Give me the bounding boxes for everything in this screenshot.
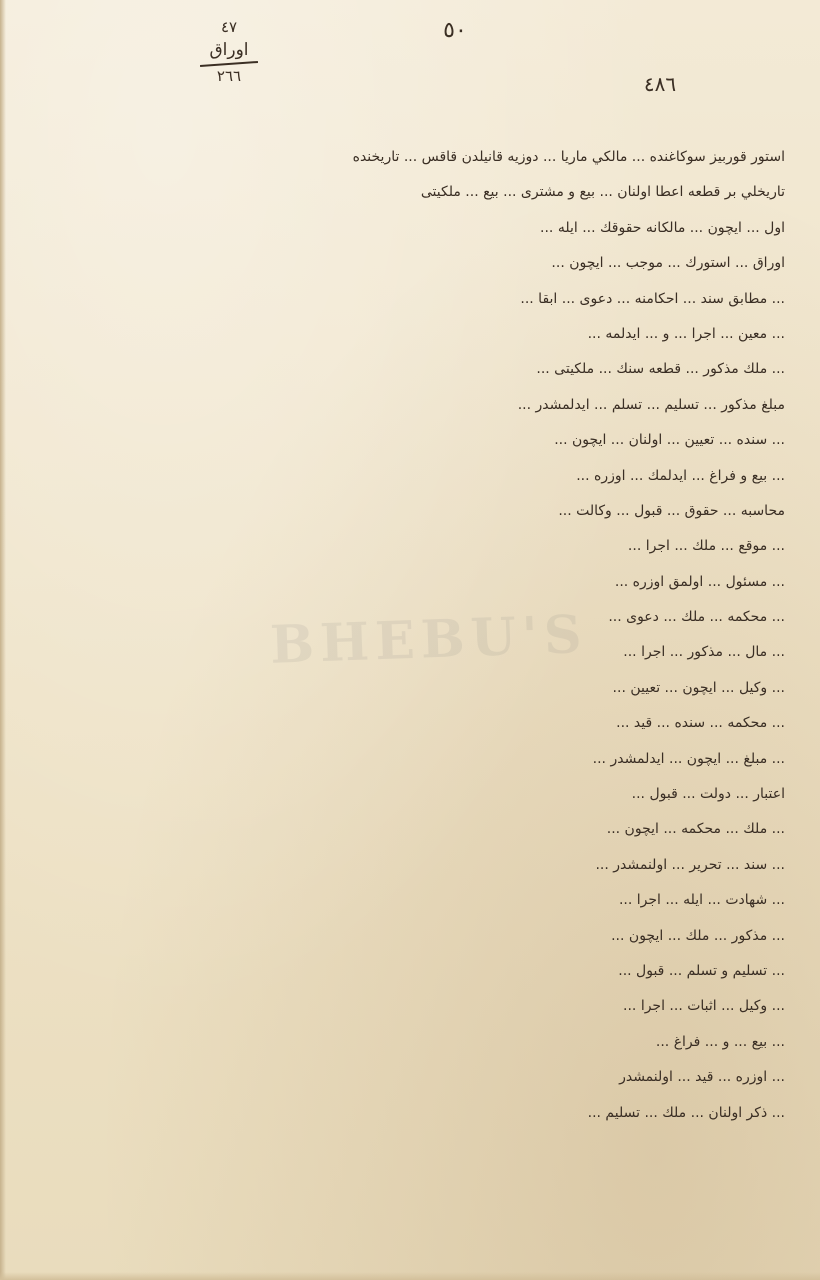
manuscript-line: اوراق ... استورك ... موجب ... ايچون ... <box>551 255 785 272</box>
archive-stamp <box>200 18 258 90</box>
manuscript-line: ... شهادت ... ايله ... اجرا ... <box>618 892 785 909</box>
manuscript-line: ... مطابق سند ... احكامنه ... دعوى ... ابقا ... <box>520 290 785 307</box>
manuscript-line: استور قوربيز سوكاغنده ... مالكي ماريا ... دوزيه قانيلدن قاقس ... تاريخنده <box>352 149 785 165</box>
manuscript-line: ... وكيل ... ايچون ... تعيين ... <box>612 679 785 696</box>
document-number: ٤٨٦ <box>643 72 677 96</box>
paper-edge-bottom <box>0 1272 820 1280</box>
manuscript-line: ... مال ... مذكور ... اجرا ... <box>623 644 785 661</box>
manuscript-line: ... ملك مذكور ... قطعه سنك ... ملكيتى ... <box>536 361 785 378</box>
manuscript-line: ... ذكر اولنان ... ملك ... تسليم ... <box>587 1104 785 1121</box>
manuscript-line: ... اوزره ... قيد ... اولنمشدر <box>619 1069 785 1086</box>
stamp-label: اوراق <box>209 40 249 60</box>
watermark: BHEBU'S <box>269 603 589 676</box>
stamp-top-number: ٤٧ <box>220 18 238 36</box>
manuscript-line: ... مسئول ... اولمق اوزره ... <box>614 573 785 590</box>
manuscript-line: تاريخلي بر قطعه اعطا اولنان ... بيع و مشترى ... بيع ... ملكيتى <box>420 184 785 201</box>
manuscript-line: محاسبه ... حقوق ... قبول ... وكالت ... <box>558 502 785 519</box>
folio-number: ٥٠ <box>443 18 467 43</box>
manuscript-line: ... موقع ... ملك ... اجرا ... <box>627 538 785 555</box>
manuscript-line: مبلغ مذكور ... تسليم ... تسلم ... ايدلمشدر ... <box>517 396 785 413</box>
manuscript-line: ... محكمه ... سنده ... قيد ... <box>616 715 785 732</box>
manuscript-line: ... مبلغ ... ايچون ... ايدلمشدر ... <box>592 750 785 767</box>
manuscript-body <box>40 140 785 1131</box>
manuscript-line: ... بيع ... و ... فراغ ... <box>655 1033 785 1050</box>
manuscript-line: ... مذكور ... ملك ... ايچون ... <box>611 927 785 944</box>
manuscript-line: ... سنده ... تعيين ... اولنان ... ايچون ... <box>554 432 785 449</box>
manuscript-line: ... تسليم و تسلم ... قبول ... <box>618 962 785 979</box>
manuscript-line: ... ملك ... محكمه ... ايچون ... <box>606 821 785 838</box>
manuscript-line: ... بيع و فراغ ... ايدلمك ... اوزره ... <box>576 467 785 484</box>
manuscript-line: ... معين ... اجرا ... و ... ايدلمه ... <box>587 325 785 342</box>
paper-edge-left <box>0 0 6 1280</box>
manuscript-line: اول ... ايچون ... مالكانه حقوقك ... ايله ... <box>540 219 785 236</box>
manuscript-line: ... محكمه ... ملك ... دعوى ... <box>608 609 785 626</box>
stamp-bottom-number: ٢٦٦ <box>216 67 242 85</box>
manuscript-line: ... سند ... تحرير ... اولنمشدر ... <box>595 856 785 873</box>
manuscript-line: ... وكيل ... اثبات ... اجرا ... <box>623 998 785 1015</box>
manuscript-line: اعتبار ... دولت ... قبول ... <box>631 786 785 803</box>
